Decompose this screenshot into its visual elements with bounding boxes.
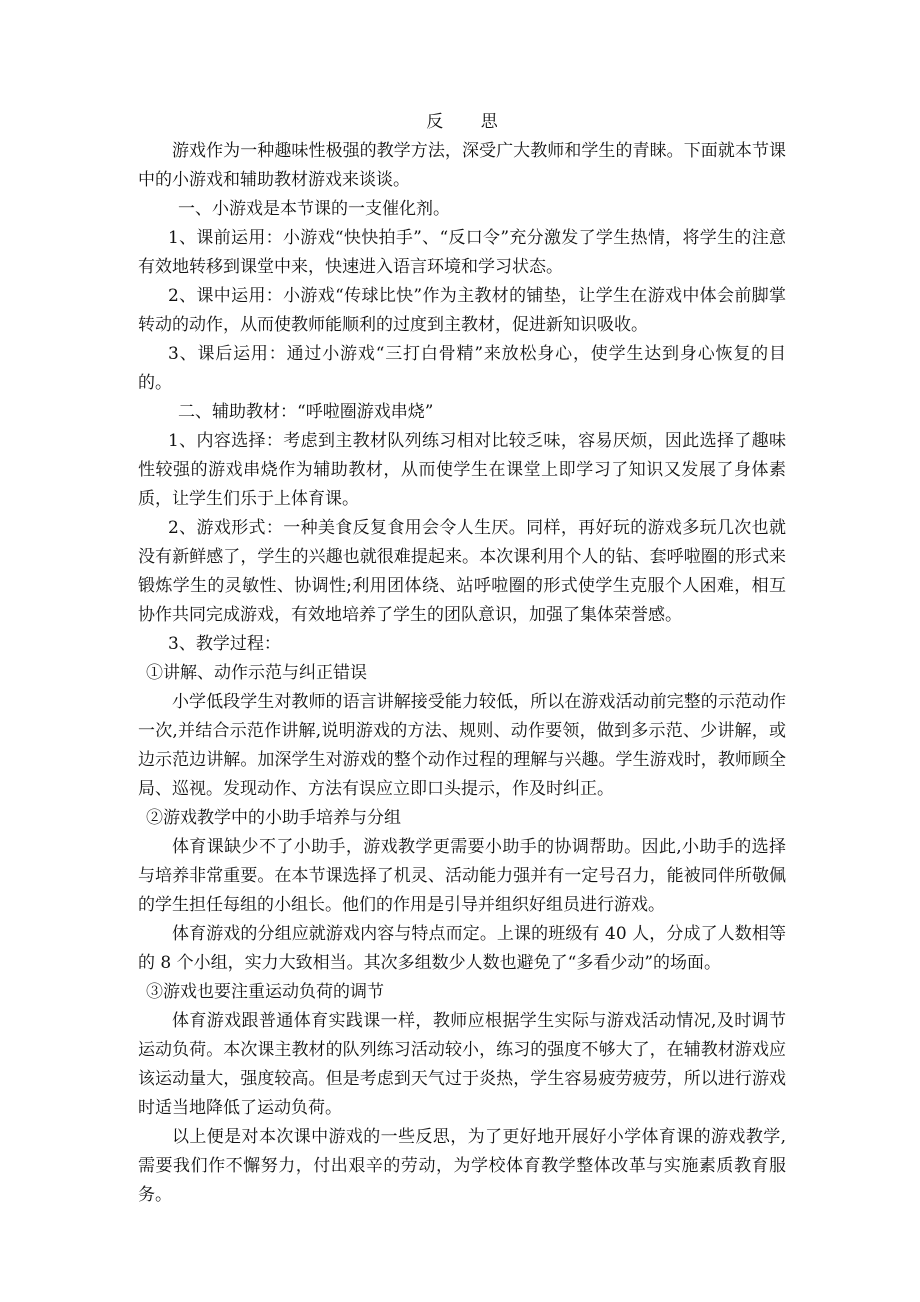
paragraph: 3、课后运用：通过小游戏“三打白骨精”来放松身心，使学生达到身心恢复的目的。 — [138, 344, 786, 393]
paragraph: 体育游戏跟普通体育实践课一样，教师应根据学生实际与游戏活动情况,及时调节运动负荷。本次课主教材的队列练习活动较小，练习的强度不够大了，在辅教材游戏应该运动量大，强度较高。但是考虑到天气过于炎热，学生容易疲劳疲劳，所以进行游戏时适当地降低了运动负荷。 — [138, 1011, 786, 1118]
paragraph: ①讲解、动作示范与纠正错误 — [146, 663, 367, 683]
paragraph: 2、游戏形式：一种美食反复食用会令人生厌。同样，再好玩的游戏多玩几次也就没有新鲜感了，学生的兴趣也就很难提起来。本次课利用个人的钻、套呼啦圈的形式来锻炼学生的灵敏性、协调性;利用团体绕、站呼啦圈的形式使学生克服个人困难，相互协作共同完成游戏，有效地培养了学生的团队意识，加强了集体荣誉感。 — [138, 518, 786, 625]
paragraph: ③游戏也要注重运动负荷的调节 — [146, 982, 384, 1002]
paragraph: 1、课前运用：小游戏“快快拍手”、“反口令”充分激发了学生热情，将学生的注意有效地转移到课堂中来，快速进入语言环境和学习状态。 — [138, 228, 786, 277]
document-body — [138, 108, 786, 1210]
paragraph: 小学低段学生对教师的语言讲解接受能力较低，所以在游戏活动前完整的示范动作一次,并结合示范作讲解,说明游戏的方法、规则、动作要领，做到多示范、少讲解，或边示范边讲解。加深学生对游戏的整个动作过程的理解与兴趣。学生游戏时，教师顾全局、巡视。发现动作、方法有误应立即口头提示，作及时纠正。 — [138, 692, 786, 799]
paragraph: 一、小游戏是本节课的一支催化剂。 — [178, 199, 450, 219]
document-title: 反 思 — [426, 112, 514, 132]
paragraph: ②游戏教学中的小助手培养与分组 — [146, 808, 401, 828]
paragraph: 体育游戏的分组应就游戏内容与特点而定。上课的班级有 40 人，分成了人数相等的 8 个小组，实力大致相当。其次多组数少人数也避免了“多看少动”的场面。 — [138, 924, 786, 973]
paragraph-list — [138, 137, 786, 1210]
paragraph: 二、辅助教材：“呼啦圈游戏串烧” — [178, 402, 434, 422]
paragraph: 1、内容选择：考虑到主教材队列练习相对比较乏味，容易厌烦，因此选择了趣味性较强的游戏串烧作为辅助教材，从而使学生在课堂上即学习了知识又发展了身体素质，让学生们乐于上体育课。 — [138, 431, 786, 509]
paragraph: 体育课缺少不了小助手，游戏教学更需要小助手的协调帮助。因此,小助手的选择与培养非常重要。在本节课选择了机灵、活动能力强并有一定号召力，能被同伴所敬佩的学生担任每组的小组长。他们的作用是引导并组织好组员进行游戏。 — [138, 837, 786, 915]
paragraph: 3、教学过程： — [168, 634, 281, 654]
paragraph: 2、课中运用：小游戏“传球比快”作为主教材的铺垫，让学生在游戏中体会前脚掌转动的动作，从而使教师能顺利的过度到主教材，促进新知识吸收。 — [138, 286, 786, 335]
paragraph: 以上便是对本次课中游戏的一些反思，为了更好地开展好小学体育课的游戏教学,需要我们作不懈努力，付出艰辛的劳动，为学校体育教学整体改革与实施素质教育服务。 — [138, 1127, 786, 1205]
paragraph: 游戏作为一种趣味性极强的教学方法，深受广大教师和学生的青睐。下面就本节课中的小游戏和辅助教材游戏来谈谈。 — [138, 141, 786, 190]
